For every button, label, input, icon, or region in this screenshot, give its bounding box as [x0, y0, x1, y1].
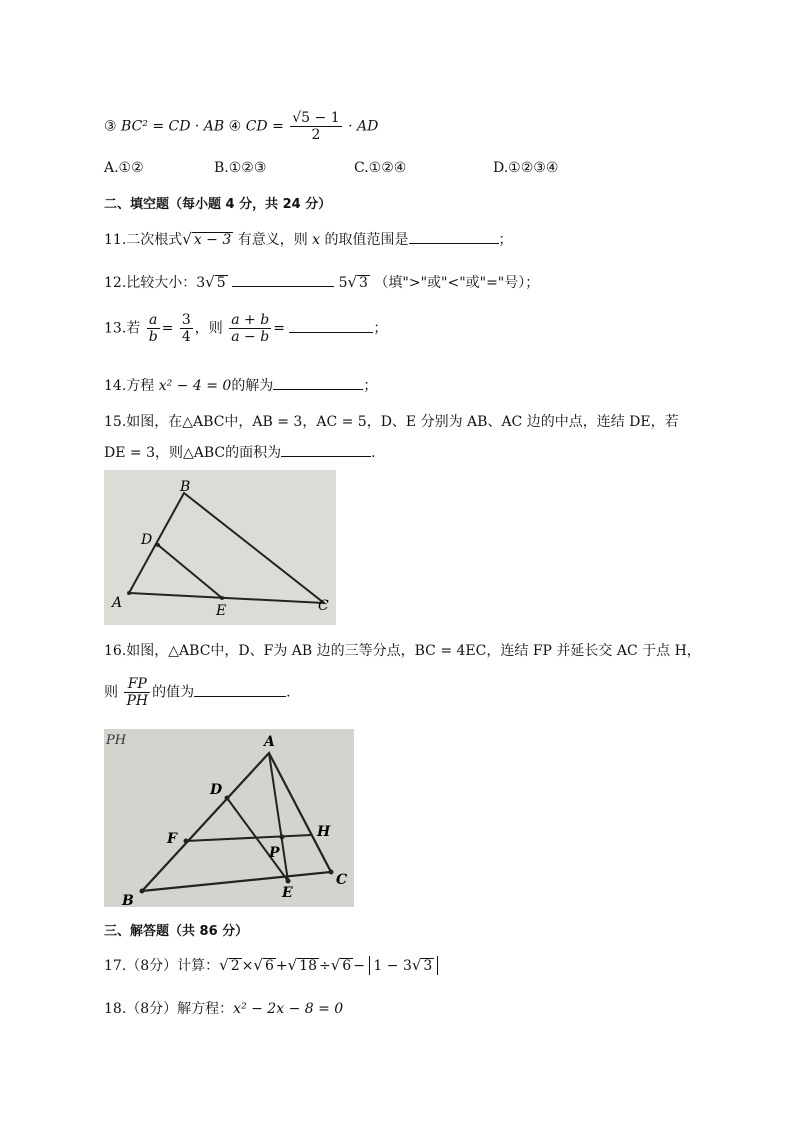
q16-label-B: B — [122, 893, 134, 907]
q16-num: FP — [124, 676, 150, 693]
q11-text: 有意义，则 — [237, 232, 308, 248]
q16-label-E: E — [282, 885, 293, 901]
q16-corner-text: PH — [106, 733, 127, 748]
q15-triangle-diagram — [104, 470, 336, 625]
item3-expr: BC² = CD · AB — [121, 118, 225, 135]
q18-prefix: 18.（8分）解方程： — [104, 1001, 234, 1017]
q16-answer-blank[interactable] — [194, 682, 286, 697]
option-a: A.①② — [104, 160, 144, 176]
q13-frac1 — [147, 312, 160, 345]
q12-prefix: 12.比较大小：3 — [104, 275, 206, 291]
q12-rad2: 3 — [359, 275, 368, 291]
q16-pre: 则 — [104, 684, 118, 701]
q16-label-A: A — [264, 734, 275, 750]
q17-div: ÷ — [319, 958, 331, 974]
item3-label: ③ — [104, 118, 117, 135]
q17-minus: − — [353, 958, 365, 974]
q13-n1: a — [147, 312, 160, 329]
q14-end: ； — [363, 378, 378, 394]
option-b: B.①②③ — [214, 160, 267, 176]
q15-label-C: C — [318, 598, 329, 614]
q16-end: . — [286, 684, 291, 701]
q12-answer-blank[interactable] — [232, 272, 334, 287]
q14-expr: x² − 4 = 0 — [158, 378, 232, 394]
q17-prefix: 17.（8分）计算： — [104, 958, 220, 974]
q16-figure — [104, 729, 354, 907]
q13-then: ，则 — [194, 320, 223, 337]
q13-d3: a − b — [231, 329, 270, 345]
q13-prefix: 13.若 — [104, 320, 141, 337]
q11-prefix: 11.二次根式 — [104, 232, 183, 248]
q16-label-C: C — [336, 872, 348, 888]
q15-label-E: E — [216, 603, 227, 619]
q12-five: 5 — [338, 275, 348, 291]
q11-radicand: x − 3 — [193, 232, 232, 248]
q15-figure — [104, 470, 336, 625]
q11-end: ； — [498, 232, 513, 248]
question-17: 17.（8分）计算：√ 2 ×√ 6 +√ 18 ÷√ 6 − 1 − 3√ 3 — [104, 955, 438, 975]
q15-label-D: D — [141, 532, 153, 548]
section3-title: 三、解答题（共 86 分） — [104, 924, 249, 939]
question-11: 11.二次根式√ x − 3 有意义，则 x 的取值范围是 ； — [104, 230, 513, 248]
q17-r4: 6 — [342, 958, 352, 974]
q13-frac2 — [180, 312, 193, 345]
q17-r1: 2 — [230, 958, 240, 974]
question-12: 12.比较大小：3√ 5 5√ 3 （填">"或"<"或"="号）； — [104, 273, 540, 291]
option-d: D.①②③④ — [493, 160, 559, 176]
q13-frac3 — [229, 312, 271, 345]
q12-rad1: 5 — [216, 275, 226, 291]
q15-answer-blank[interactable] — [281, 442, 371, 457]
q18-expr: x² − 2x − 8 = 0 — [233, 1001, 344, 1017]
q17-absolute-value: 1 − 3√ 3 — [369, 956, 438, 975]
q16-triangle-diagram — [104, 729, 354, 907]
q13-d1: b — [148, 329, 158, 345]
q14-answer-blank[interactable] — [273, 375, 363, 390]
q17-times: × — [241, 958, 254, 974]
q14-text: 的解为 — [231, 378, 274, 394]
q16-fraction — [124, 676, 150, 709]
q17-abs-a: 1 − 3 — [373, 958, 412, 974]
item4-num: √5 − 1 — [292, 110, 340, 126]
q16-label-D: D — [210, 782, 223, 798]
q15-end: . — [371, 445, 376, 461]
prev-items-line — [104, 110, 378, 143]
item4-label: ④ — [228, 118, 242, 135]
q17-abs-r: 3 — [423, 958, 433, 974]
q17-r3: 18 — [299, 958, 317, 974]
question-14 — [104, 375, 377, 395]
q13-eq1: = — [161, 320, 174, 337]
section2-title: 二、填空题（每小题 4 分，共 24 分） — [104, 197, 332, 212]
q15-label-A: A — [112, 595, 123, 611]
q13-n2: 3 — [181, 312, 191, 328]
q15-label-B: B — [180, 479, 191, 495]
q12-hint: （填">"或"<"或"="号）； — [374, 275, 540, 291]
q11-text2: 的取值范围是 — [324, 232, 409, 248]
q16-line2 — [104, 676, 291, 709]
q16-post: 的值为 — [152, 684, 195, 701]
q16-den: PH — [126, 693, 149, 709]
item4-tail: · AD — [348, 118, 379, 135]
q15-line1: 15.如图，在△ABC中，AB = 3，AC = 5，D、E 分别为 AB、AC 边的中点，连结 DE，若 — [104, 414, 679, 430]
question-13 — [104, 312, 387, 345]
q17-r2: 6 — [264, 958, 274, 974]
q15-line2-text: DE = 3，则△ABC的面积为 — [104, 445, 282, 461]
item4-lhs: CD = — [245, 118, 284, 135]
question-18 — [104, 998, 343, 1018]
q16-label-H: H — [317, 824, 331, 840]
q13-answer-blank[interactable] — [289, 318, 373, 333]
q13-d2: 4 — [181, 329, 191, 345]
q16-label-F: F — [167, 831, 177, 847]
q17-plus: + — [275, 958, 288, 974]
q15-line2 — [104, 442, 376, 462]
q13-eq2: = — [273, 320, 285, 337]
q11-var: x — [312, 232, 321, 248]
item4-den: 2 — [311, 127, 321, 143]
q16-line1: 16.如图，△ABC中，D、F为 AB 边的三等分点，BC = 4EC，连结 FP 并延长交 AC 于点 H， — [104, 643, 701, 659]
q16-label-P: P — [269, 845, 280, 861]
q13-n3: a + b — [231, 312, 270, 328]
q11-answer-blank[interactable] — [409, 229, 499, 244]
item4-fraction — [290, 110, 341, 143]
option-c: C.①②④ — [354, 160, 407, 176]
q14-prefix: 14.方程 — [104, 378, 155, 394]
q13-end: ； — [373, 320, 388, 337]
